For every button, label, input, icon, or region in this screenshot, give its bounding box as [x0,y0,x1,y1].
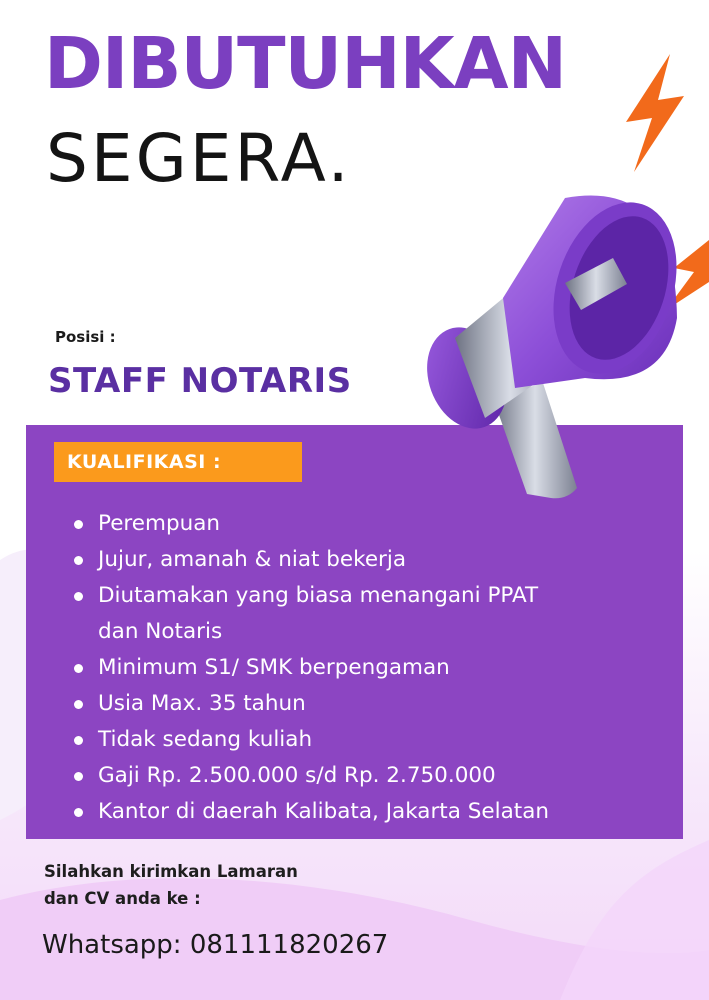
qualifications-title: KUALIFIKASI : [54,442,302,482]
qualifications-list [72,506,672,830]
list-item: Perempuan [72,506,672,542]
apply-instructions [44,858,298,912]
list-item-continuation: dan Notaris [98,619,223,644]
position-label: Posisi : [55,328,116,346]
list-item: Gaji Rp. 2.500.000 s/d Rp. 2.750.000 [72,758,672,794]
position-title: STAFF NOTARIS [48,361,352,401]
heading-line-1: DIBUTUHKAN [44,22,567,105]
list-item: Minimum S1/ SMK berpengaman [72,650,672,686]
list-item: Jujur, amanah & niat bekerja [72,542,672,578]
list-item: Diutamakan yang biasa menangani PPAT [72,578,672,614]
list-item: Usia Max. 35 tahun [72,686,672,722]
apply-line-2: dan CV anda ke : [44,889,201,908]
list-item: Tidak sedang kuliah [72,722,672,758]
megaphone-icon [415,188,685,508]
whatsapp-contact: Whatsapp: 081111820267 [42,930,389,960]
lightning-bolt-icon [618,52,690,174]
apply-line-1: Silahkan kirimkan Lamaran [44,862,298,881]
heading-line-2: SEGERA. [46,120,352,197]
list-item: Kantor di daerah Kalibata, Jakarta Selatan [72,794,672,830]
